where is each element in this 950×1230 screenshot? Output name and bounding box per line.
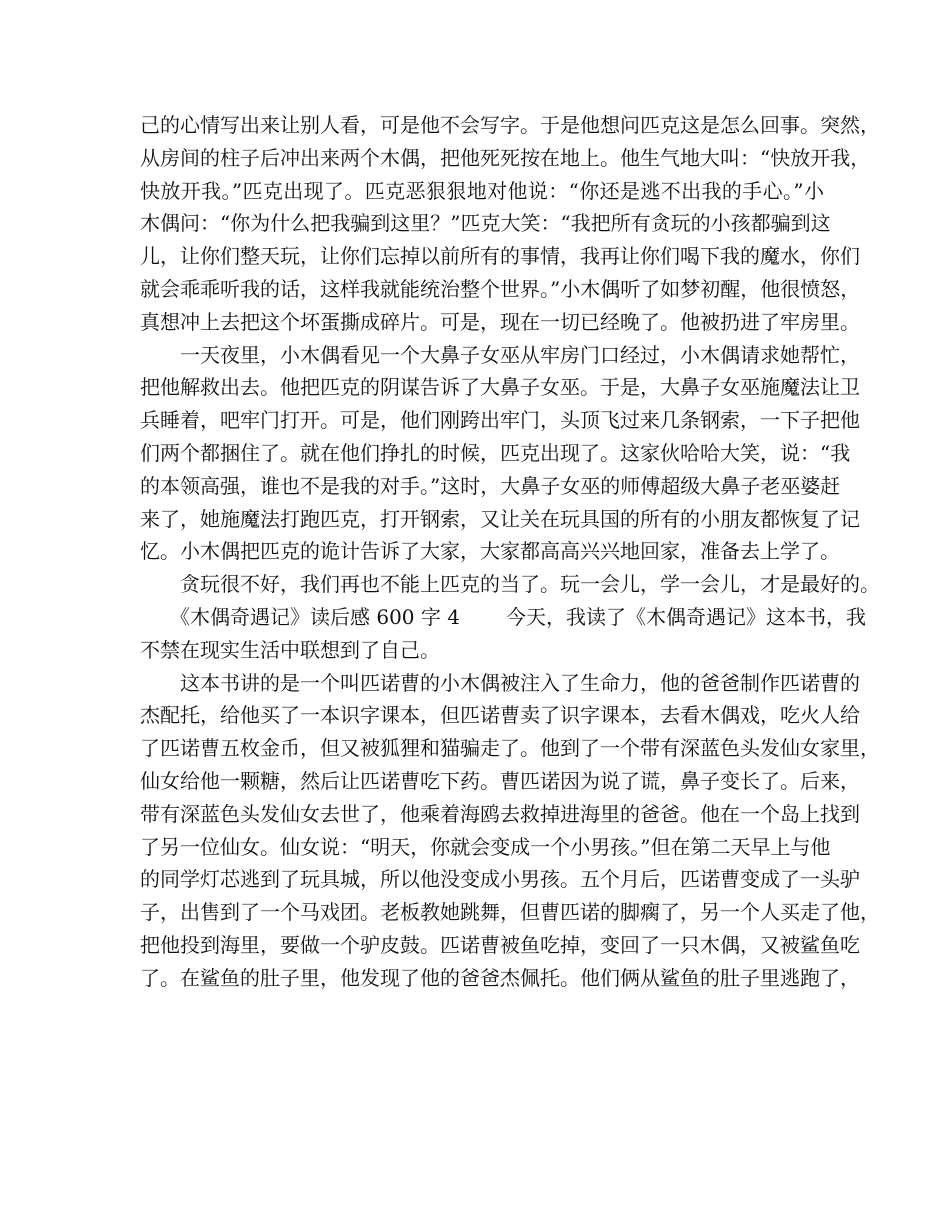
text-line: 把他解救出去。他把匹克的阴谋告诉了大鼻子女巫。于是，大鼻子女巫施魔法让卫 [140,375,860,400]
text-line: 真想冲上去把这个坏蛋撕成碎片。可是，现在一切已经晚了。他被扔进了牢房里。 [140,309,860,334]
text-line: 一天夜里，小木偶看见一个大鼻子女巫从牢房门口经过，小木偶请求她帮忙， [140,342,860,367]
text-line: 就会乖乖听我的话，这样我就能统治整个世界。”小木偶听了如梦初醒，他很愤怒， [140,276,861,301]
text-line: 来了，她施魔法打跑匹克，打开钢索，又让关在玩具国的所有的小朋友都恢复了记 [140,506,860,531]
body-text [140,109,880,995]
essay-opening: 今天，我读了《木偶奇遇记》这本书，我 [505,604,866,629]
text-line: 仙女给他一颗糖，然后让匹诺曹吃下药。曹匹诺因为说了谎，鼻子变长了。后来， [140,768,860,793]
essay-title: 《木偶奇遇记》读后感 600 字 4 [140,604,460,629]
heading-line [140,601,866,634]
text-line: 儿，让你们整天玩，让你们忘掉以前所有的事情，我再让你们喝下我的魔水，你们 [140,244,860,269]
text-line: 忆。小木偶把匹克的诡计告诉了大家，大家都高高兴兴地回家，准备去上学了。 [140,539,840,564]
text-line: 了另一位仙女。仙女说：“明天，你就会变成一个小男孩。”但在第二天早上与他 [140,834,831,859]
text-line: 这本书讲的是一个叫匹诺曹的小木偶被注入了生命力，他的爸爸制作匹诺曹的 [140,670,860,695]
text-line: 兵睡着，吧牢门打开。可是，他们刚跨出牢门，头顶飞过来几条钢索，一下子把他 [140,408,860,433]
text-line: 子，出售到了一个马戏团。老板教她跳舞，但曹匹诺的脚瘸了，另一个人买走了他， [140,900,880,925]
text-line: 的本领高强，谁也不是我的对手。”这时，大鼻子女巫的师傅超级大鼻子老巫婆赶 [140,473,841,498]
text-line: 了。在鲨鱼的肚子里，他发现了他的爸爸杰佩托。他们俩从鲨鱼的肚子里逃跑了， [140,965,860,990]
text-line: 贪玩很不好，我们再也不能上匹克的当了。玩一会儿，学一会儿，才是最好的。 [140,572,880,597]
text-line: 不禁在现实生活中联想到了自己。 [140,637,440,662]
text-line: 木偶问：“你为什么把我骗到这里？”匹克大笑：“我把所有贪玩的小孩都骗到这 [140,211,831,236]
text-line: 从房间的柱子后冲出来两个木偶，把他死死按在地上。他生气地大叫：“快放开我， [140,145,871,170]
text-line: 己的心情写出来让别人看，可是他不会写字。于是他想问匹克这是怎么回事。突然， [140,113,880,137]
text-line: 杰配托，给他买了一本识字课本，但匹诺曹卖了识字课本，去看木偶戏，吃火人给 [140,703,860,728]
text-line: 们两个都捆住了。就在他们挣扎的时候，匹克出现了。这家伙哈哈大笑，说：“我 [140,440,851,465]
text-line: 了匹诺曹五枚金币，但又被狐狸和猫骗走了。他到了一个带有深蓝色头发仙女家里， [140,736,880,761]
text-line: 把他投到海里，要做一个驴皮鼓。匹诺曹被鱼吃掉，变回了一只木偶，又被鲨鱼吃 [140,932,860,957]
text-line: 的同学灯芯逃到了玩具城，所以他没变成小男孩。五个月后，匹诺曹变成了一头驴 [140,867,860,892]
text-line: 带有深蓝色头发仙女去世了，他乘着海鸥去救掉进海里的爸爸。他在一个岛上找到 [140,801,860,826]
text-line: 快放开我。”匹克出现了。匹克恶狠狠地对他说：“你还是逃不出我的手心。”小 [140,178,824,203]
